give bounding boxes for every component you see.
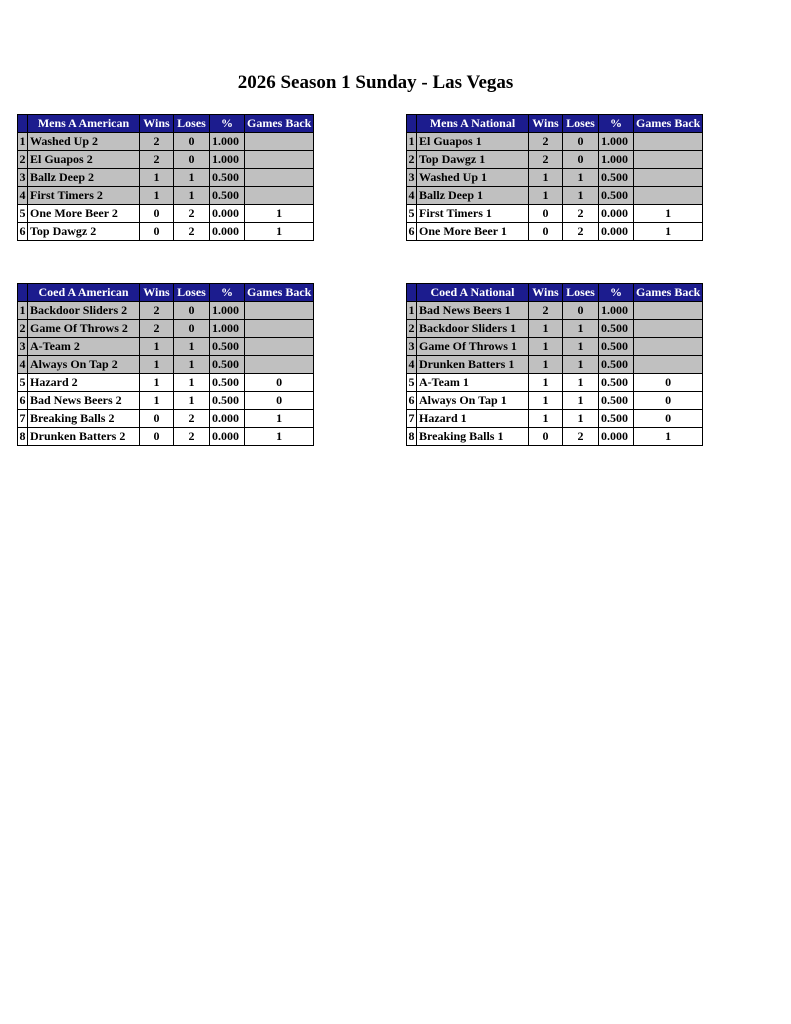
- cell-loses: 1: [174, 356, 210, 374]
- standings-table-coed-a-national: [406, 283, 703, 446]
- table-row: [18, 187, 314, 205]
- header-games-back: Games Back: [634, 115, 703, 133]
- cell-loses: 1: [563, 187, 599, 205]
- table-row: [18, 320, 314, 338]
- cell-team: Washed Up 2: [28, 133, 140, 151]
- cell-wins: 1: [529, 410, 563, 428]
- cell-rank: 8: [407, 428, 417, 446]
- cell-rank: 5: [18, 374, 28, 392]
- cell-pct: 0.500: [210, 169, 245, 187]
- cell-pct: 0.500: [210, 338, 245, 356]
- table-row: [407, 374, 703, 392]
- cell-loses: 2: [174, 428, 210, 446]
- table-row: [407, 410, 703, 428]
- cell-team: Ballz Deep 1: [417, 187, 529, 205]
- cell-team: A-Team 2: [28, 338, 140, 356]
- cell-loses: 1: [563, 338, 599, 356]
- header-loses: Loses: [563, 115, 599, 133]
- standings-table-mens-a-american: [17, 114, 314, 241]
- cell-rank: 2: [18, 151, 28, 169]
- cell-gb: [245, 151, 314, 169]
- cell-wins: 1: [140, 392, 174, 410]
- cell-wins: 0: [140, 428, 174, 446]
- header-games-back: Games Back: [634, 284, 703, 302]
- cell-gb: [634, 302, 703, 320]
- cell-pct: 0.500: [599, 410, 634, 428]
- cell-team: Drunken Batters 1: [417, 356, 529, 374]
- cell-rank: 6: [18, 223, 28, 241]
- cell-pct: 0.500: [599, 374, 634, 392]
- table-row: [18, 374, 314, 392]
- cell-loses: 0: [174, 302, 210, 320]
- cell-team: El Guapos 2: [28, 151, 140, 169]
- cell-gb: [245, 302, 314, 320]
- cell-loses: 2: [174, 223, 210, 241]
- cell-loses: 1: [563, 320, 599, 338]
- header-pct: %: [210, 284, 245, 302]
- header-rank: [18, 115, 28, 133]
- header-loses: Loses: [174, 284, 210, 302]
- cell-wins: 2: [140, 133, 174, 151]
- table-row: [18, 356, 314, 374]
- cell-wins: 1: [140, 356, 174, 374]
- cell-wins: 0: [140, 410, 174, 428]
- header-pct: %: [599, 115, 634, 133]
- table-header-row: [18, 115, 314, 133]
- cell-pct: 1.000: [210, 133, 245, 151]
- cell-pct: 0.500: [210, 392, 245, 410]
- cell-gb: 0: [245, 392, 314, 410]
- cell-gb: [245, 356, 314, 374]
- cell-loses: 1: [174, 187, 210, 205]
- table-header-row: [18, 284, 314, 302]
- cell-team: Washed Up 1: [417, 169, 529, 187]
- header-loses: Loses: [174, 115, 210, 133]
- cell-wins: 1: [529, 169, 563, 187]
- cell-rank: 5: [18, 205, 28, 223]
- cell-rank: 2: [18, 320, 28, 338]
- cell-loses: 2: [563, 205, 599, 223]
- cell-pct: 0.500: [599, 187, 634, 205]
- cell-loses: 2: [174, 205, 210, 223]
- cell-rank: 3: [18, 338, 28, 356]
- cell-rank: 4: [407, 187, 417, 205]
- table-row: [407, 302, 703, 320]
- cell-pct: 0.500: [599, 320, 634, 338]
- header-wins: Wins: [529, 115, 563, 133]
- cell-loses: 1: [563, 410, 599, 428]
- table-row: [407, 392, 703, 410]
- table-row: [407, 133, 703, 151]
- cell-team: First Timers 2: [28, 187, 140, 205]
- header-pct: %: [599, 284, 634, 302]
- cell-pct: 0.500: [599, 338, 634, 356]
- cell-wins: 1: [529, 374, 563, 392]
- header-division-name: Coed A National: [417, 284, 529, 302]
- cell-pct: 1.000: [599, 133, 634, 151]
- cell-loses: 1: [174, 392, 210, 410]
- cell-wins: 1: [529, 356, 563, 374]
- standings-table-coed-a-american: [17, 283, 314, 446]
- cell-rank: 8: [18, 428, 28, 446]
- cell-loses: 0: [174, 133, 210, 151]
- table-row: [18, 223, 314, 241]
- header-division-name: Mens A National: [417, 115, 529, 133]
- cell-loses: 2: [174, 410, 210, 428]
- cell-rank: 2: [407, 320, 417, 338]
- cell-wins: 1: [140, 187, 174, 205]
- cell-loses: 0: [174, 151, 210, 169]
- table-row: [407, 320, 703, 338]
- cell-gb: [634, 187, 703, 205]
- cell-loses: 1: [174, 169, 210, 187]
- table-row: [407, 205, 703, 223]
- page-title: 2026 Season 1 Sunday - Las Vegas: [237, 72, 514, 93]
- cell-team: Top Dawgz 1: [417, 151, 529, 169]
- cell-gb: 0: [245, 374, 314, 392]
- cell-gb: 0: [634, 374, 703, 392]
- table-row: [18, 169, 314, 187]
- cell-wins: 0: [140, 205, 174, 223]
- cell-pct: 0.000: [210, 410, 245, 428]
- cell-rank: 5: [407, 374, 417, 392]
- cell-loses: 1: [174, 338, 210, 356]
- cell-wins: 2: [529, 151, 563, 169]
- table-row: [18, 338, 314, 356]
- cell-team: Game Of Throws 2: [28, 320, 140, 338]
- cell-loses: 1: [174, 374, 210, 392]
- cell-pct: 1.000: [210, 151, 245, 169]
- cell-wins: 2: [140, 151, 174, 169]
- table-row: [407, 338, 703, 356]
- cell-wins: 1: [140, 338, 174, 356]
- cell-gb: 1: [245, 205, 314, 223]
- cell-gb: 1: [245, 410, 314, 428]
- header-pct: %: [210, 115, 245, 133]
- cell-team: A-Team 1: [417, 374, 529, 392]
- cell-pct: 0.500: [599, 356, 634, 374]
- cell-pct: 0.000: [599, 205, 634, 223]
- header-wins: Wins: [140, 115, 174, 133]
- cell-gb: [245, 133, 314, 151]
- cell-gb: [245, 187, 314, 205]
- cell-team: El Guapos 1: [417, 133, 529, 151]
- cell-gb: [245, 169, 314, 187]
- cell-rank: 1: [407, 302, 417, 320]
- table-row: [18, 428, 314, 446]
- cell-rank: 7: [407, 410, 417, 428]
- cell-pct: 0.000: [599, 223, 634, 241]
- table-row: [18, 133, 314, 151]
- cell-wins: 1: [140, 169, 174, 187]
- cell-loses: 0: [563, 133, 599, 151]
- header-rank: [407, 284, 417, 302]
- header-rank: [407, 115, 417, 133]
- header-division-name: Mens A American: [28, 115, 140, 133]
- cell-wins: 1: [529, 187, 563, 205]
- cell-gb: [634, 338, 703, 356]
- cell-pct: 0.000: [210, 223, 245, 241]
- cell-team: Top Dawgz 2: [28, 223, 140, 241]
- cell-wins: 1: [140, 374, 174, 392]
- table-row: [407, 428, 703, 446]
- cell-pct: 0.000: [210, 205, 245, 223]
- cell-rank: 6: [407, 392, 417, 410]
- cell-pct: 0.500: [210, 374, 245, 392]
- cell-rank: 5: [407, 205, 417, 223]
- cell-rank: 6: [18, 392, 28, 410]
- cell-rank: 4: [407, 356, 417, 374]
- cell-team: Breaking Balls 2: [28, 410, 140, 428]
- cell-loses: 1: [563, 169, 599, 187]
- cell-rank: 2: [407, 151, 417, 169]
- cell-wins: 0: [529, 223, 563, 241]
- cell-loses: 1: [563, 356, 599, 374]
- cell-gb: 1: [634, 223, 703, 241]
- cell-pct: 1.000: [210, 320, 245, 338]
- cell-rank: 1: [18, 133, 28, 151]
- cell-rank: 3: [18, 169, 28, 187]
- cell-wins: 1: [529, 392, 563, 410]
- table-row: [407, 169, 703, 187]
- cell-gb: 0: [634, 410, 703, 428]
- cell-gb: [634, 169, 703, 187]
- cell-gb: 1: [245, 428, 314, 446]
- cell-team: Always On Tap 1: [417, 392, 529, 410]
- cell-team: Game Of Throws 1: [417, 338, 529, 356]
- cell-team: Breaking Balls 1: [417, 428, 529, 446]
- table-row: [407, 356, 703, 374]
- cell-pct: 1.000: [599, 302, 634, 320]
- cell-team: Hazard 1: [417, 410, 529, 428]
- table-row: [18, 392, 314, 410]
- cell-team: One More Beer 1: [417, 223, 529, 241]
- cell-loses: 0: [174, 320, 210, 338]
- cell-pct: 1.000: [210, 302, 245, 320]
- cell-rank: 1: [407, 133, 417, 151]
- standings-table-mens-a-national: [406, 114, 703, 241]
- table-row: [18, 410, 314, 428]
- cell-wins: 2: [140, 320, 174, 338]
- cell-team: Ballz Deep 2: [28, 169, 140, 187]
- cell-loses: 2: [563, 428, 599, 446]
- cell-team: Bad News Beers 1: [417, 302, 529, 320]
- header-rank: [18, 284, 28, 302]
- cell-team: Backdoor Sliders 1: [417, 320, 529, 338]
- cell-team: Always On Tap 2: [28, 356, 140, 374]
- cell-rank: 1: [18, 302, 28, 320]
- cell-gb: 1: [634, 428, 703, 446]
- cell-gb: [245, 338, 314, 356]
- cell-wins: 0: [140, 223, 174, 241]
- cell-gb: [245, 320, 314, 338]
- cell-team: Bad News Beers 2: [28, 392, 140, 410]
- cell-loses: 2: [563, 223, 599, 241]
- cell-rank: 7: [18, 410, 28, 428]
- cell-rank: 4: [18, 187, 28, 205]
- cell-team: Drunken Batters 2: [28, 428, 140, 446]
- header-wins: Wins: [140, 284, 174, 302]
- cell-wins: 2: [529, 302, 563, 320]
- table-row: [18, 151, 314, 169]
- cell-wins: 1: [529, 320, 563, 338]
- header-games-back: Games Back: [245, 115, 314, 133]
- cell-wins: 1: [529, 338, 563, 356]
- header-games-back: Games Back: [245, 284, 314, 302]
- cell-pct: 0.500: [210, 356, 245, 374]
- cell-gb: [634, 320, 703, 338]
- cell-team: One More Beer 2: [28, 205, 140, 223]
- cell-pct: 0.500: [210, 187, 245, 205]
- table-header-row: [407, 115, 703, 133]
- table-row: [18, 302, 314, 320]
- cell-gb: 0: [634, 392, 703, 410]
- cell-wins: 0: [529, 428, 563, 446]
- cell-rank: 6: [407, 223, 417, 241]
- cell-pct: 0.000: [210, 428, 245, 446]
- cell-gb: [634, 133, 703, 151]
- header-loses: Loses: [563, 284, 599, 302]
- table-header-row: [407, 284, 703, 302]
- cell-rank: 3: [407, 169, 417, 187]
- cell-team: Hazard 2: [28, 374, 140, 392]
- table-row: [407, 223, 703, 241]
- cell-pct: 0.000: [599, 428, 634, 446]
- cell-wins: 2: [140, 302, 174, 320]
- table-row: [18, 205, 314, 223]
- cell-loses: 1: [563, 392, 599, 410]
- header-wins: Wins: [529, 284, 563, 302]
- cell-wins: 0: [529, 205, 563, 223]
- cell-loses: 0: [563, 151, 599, 169]
- cell-rank: 3: [407, 338, 417, 356]
- cell-gb: 1: [245, 223, 314, 241]
- cell-gb: [634, 356, 703, 374]
- cell-pct: 0.500: [599, 169, 634, 187]
- cell-pct: 0.500: [599, 392, 634, 410]
- cell-wins: 2: [529, 133, 563, 151]
- cell-team: First Timers 1: [417, 205, 529, 223]
- cell-gb: 1: [634, 205, 703, 223]
- cell-rank: 4: [18, 356, 28, 374]
- cell-loses: 0: [563, 302, 599, 320]
- cell-loses: 1: [563, 374, 599, 392]
- cell-gb: [634, 151, 703, 169]
- cell-pct: 1.000: [599, 151, 634, 169]
- table-row: [407, 187, 703, 205]
- table-row: [407, 151, 703, 169]
- header-division-name: Coed A American: [28, 284, 140, 302]
- cell-team: Backdoor Sliders 2: [28, 302, 140, 320]
